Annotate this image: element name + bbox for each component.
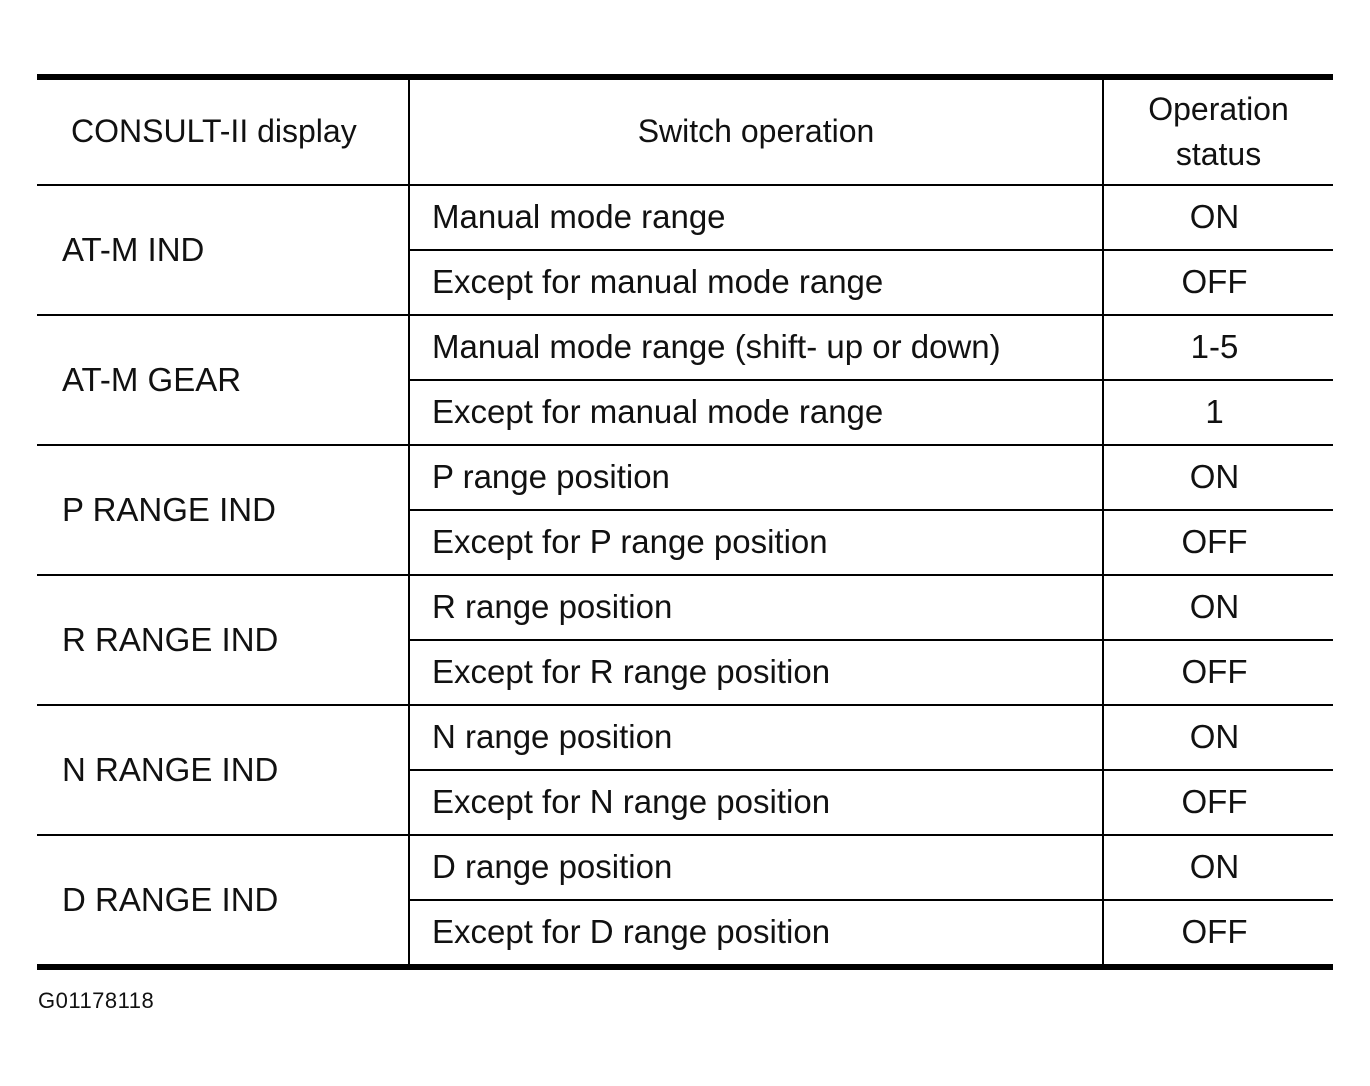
switch-operation-cell: D range position [409, 835, 1103, 900]
switch-operation-cell: Except for N range position [409, 770, 1103, 835]
consult-display-cell: AT-M GEAR [37, 315, 409, 445]
operation-status-cell: ON [1103, 445, 1333, 510]
switch-operation-cell: Manual mode range [409, 185, 1103, 250]
consult-display-cell: D RANGE IND [37, 835, 409, 967]
table-header-row [37, 77, 1333, 185]
consult-display-table [37, 74, 1333, 970]
table-row [37, 315, 1333, 380]
consult-display-cell: P RANGE IND [37, 445, 409, 575]
operation-status-cell: ON [1103, 705, 1333, 770]
switch-operation-cell: Except for manual mode range [409, 250, 1103, 315]
header-consult-display: CONSULT-II display [37, 77, 409, 185]
header-switch-operation: Switch operation [409, 77, 1103, 185]
operation-status-cell: OFF [1103, 510, 1333, 575]
header-status-line1: Operation [1148, 91, 1289, 128]
operation-status-cell: ON [1103, 185, 1333, 250]
switch-operation-cell: Manual mode range (shift- up or down) [409, 315, 1103, 380]
operation-status-cell: OFF [1103, 250, 1333, 315]
operation-status-cell: ON [1103, 575, 1333, 640]
table-row [37, 835, 1333, 900]
switch-operation-cell: Except for manual mode range [409, 380, 1103, 445]
consult-display-cell: AT-M IND [37, 185, 409, 315]
operation-status-cell: 1-5 [1103, 315, 1333, 380]
table-row [37, 575, 1333, 640]
operation-status-cell: OFF [1103, 770, 1333, 835]
table-row [37, 445, 1333, 510]
consult-display-cell: R RANGE IND [37, 575, 409, 705]
operation-status-cell: OFF [1103, 640, 1333, 705]
header-status-line2: status [1175, 136, 1262, 172]
switch-operation-cell: Except for R range position [409, 640, 1103, 705]
operation-status-cell: 1 [1103, 380, 1333, 445]
switch-operation-cell: Except for D range position [409, 900, 1103, 967]
switch-operation-cell: R range position [409, 575, 1103, 640]
table-row [37, 705, 1333, 770]
operation-status-cell: ON [1103, 835, 1333, 900]
header-operation-status [1103, 77, 1333, 185]
consult-table-container [37, 74, 1333, 970]
switch-operation-cell: N range position [409, 705, 1103, 770]
table-body [37, 185, 1333, 967]
figure-id: G01178118 [38, 988, 155, 1013]
operation-status-cell: OFF [1103, 900, 1333, 967]
switch-operation-cell: Except for P range position [409, 510, 1103, 575]
switch-operation-cell: P range position [409, 445, 1103, 510]
table-row [37, 185, 1333, 250]
consult-display-cell: N RANGE IND [37, 705, 409, 835]
